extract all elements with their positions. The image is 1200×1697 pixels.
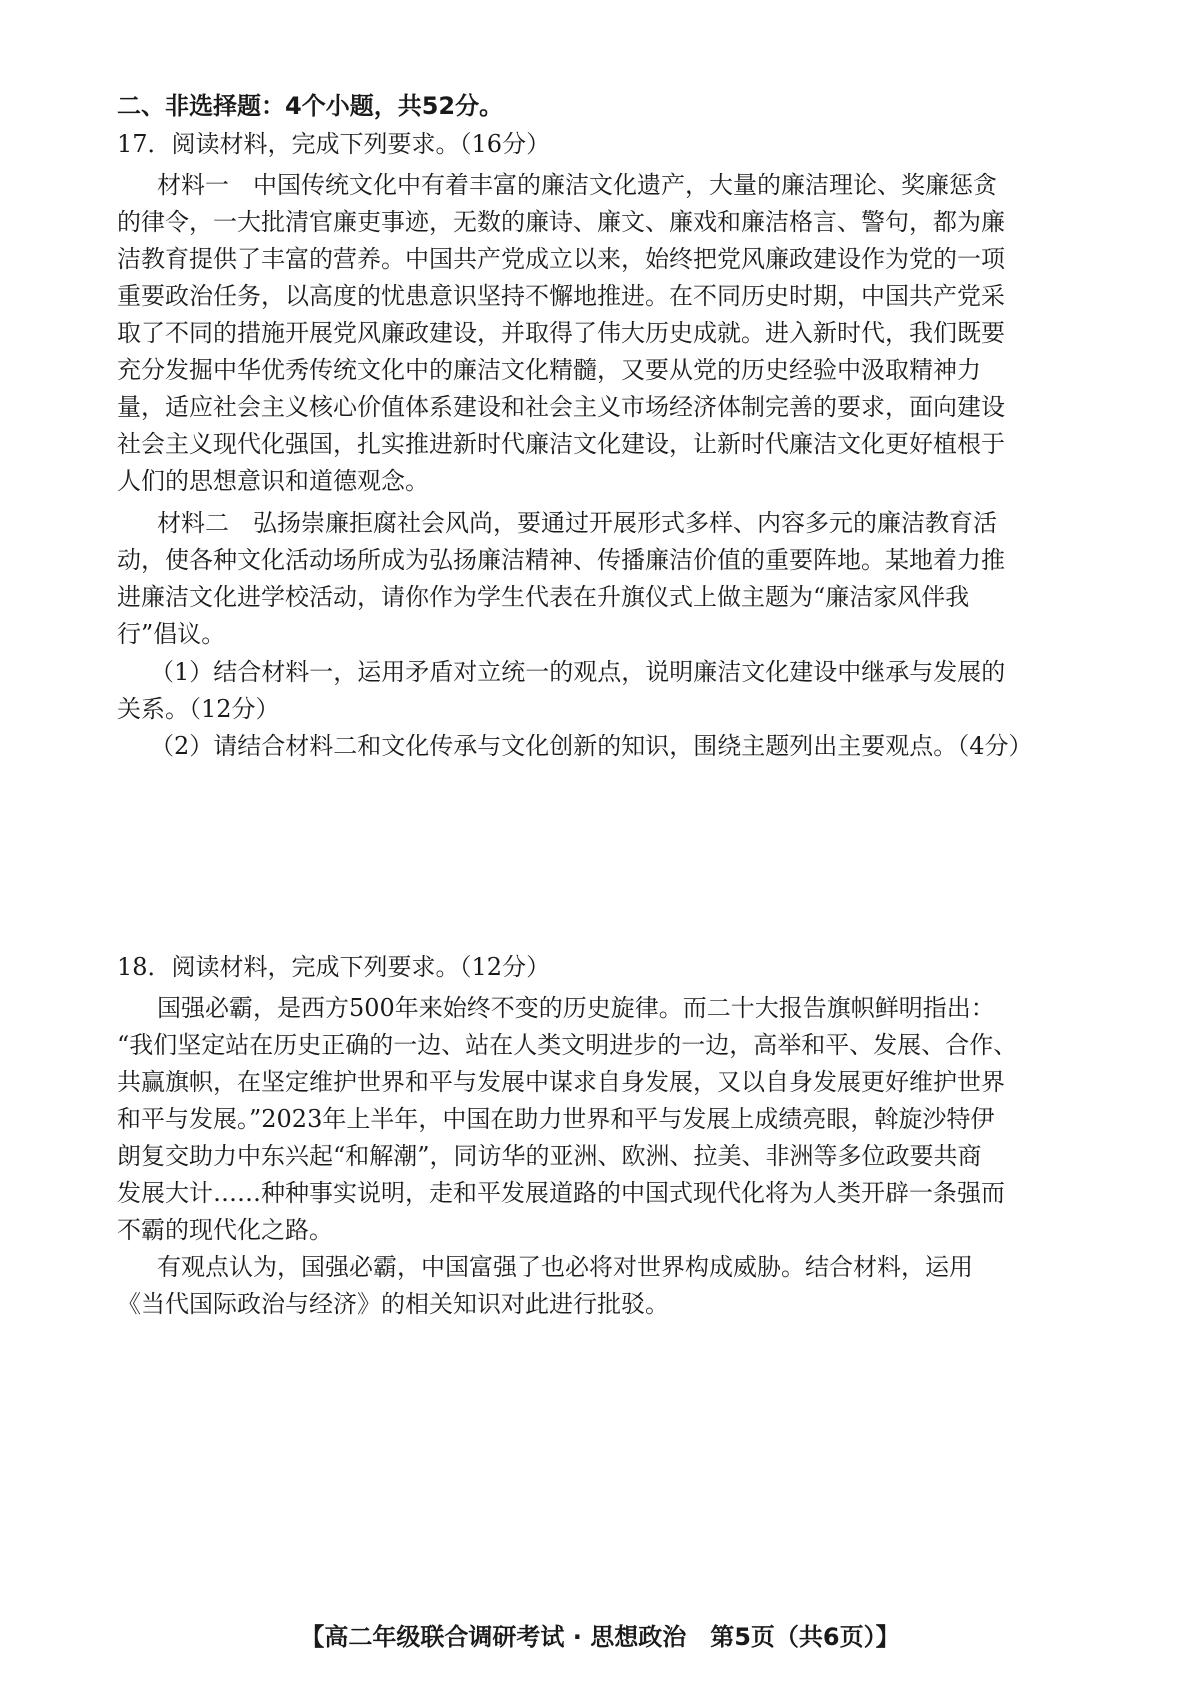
q17-material1-line-9: 人们的思想意识和道德观念。	[117, 467, 429, 495]
page-footer: 【高二年级联合调研考试 · 思想政治 第5页（共6页）】	[300, 1623, 900, 1651]
q17-material2-line-1: 材料二 弘扬崇廉拒腐社会风尚，要通过开展形式多样、内容多元的廉洁教育活	[157, 509, 997, 537]
q17-material2-line-2: 动，使各种文化活动场所成为弘扬廉洁精神、传播廉洁价值的重要阵地。某地着力推	[117, 546, 1005, 574]
q17-material1-line-6: 充分发掘中华优秀传统文化中的廉洁文化精髓，又要从党的历史经验中汲取精神力	[117, 356, 981, 384]
q18-material-line-5: 朗复交助力中东兴起“和解潮”，同访华的亚洲、欧洲、拉美、非洲等多位政要共商	[117, 1142, 982, 1170]
q17-sub2: （2）请结合材料二和文化传承与文化创新的知识，围绕主题列出主要观点。（4分）	[150, 732, 1033, 760]
q17-material1-line-4: 重要政治任务，以高度的忧患意识坚持不懈地推进。在不同历史时期，中国共产党采	[117, 282, 1005, 310]
q17-material2-line-3: 进廉洁文化进学校活动，请你作为学生代表在升旗仪式上做主题为“廉洁家风伴我	[117, 583, 970, 611]
q18-material-line-6: 发展大计……种种事实说明，走和平发展道路的中国式现代化将为人类开辟一条强而	[117, 1179, 1005, 1207]
q17-material1-line-7: 量，适应社会主义核心价值体系建设和社会主义市场经济体制完善的要求，面向建设	[117, 393, 1005, 421]
q18-material-line-7: 不霸的现代化之路。	[117, 1216, 333, 1244]
section-heading: 二、非选择题：4个小题，共52分。	[117, 92, 504, 120]
q18-material-line-2: “我们坚定站在历史正确的一边、站在人类文明进步的一边，高举和平、发展、合作、	[117, 1031, 1018, 1059]
q17-material1-line-5: 取了不同的措施开展党风廉政建设，并取得了伟大历史成就。进入新时代，我们既要	[117, 319, 1005, 347]
q18-question-line-1: 有观点认为，国强必霸，中国富强了也必将对世界构成威胁。结合材料，运用	[157, 1253, 973, 1281]
q18-material-line-1: 国强必霸，是西方500年来始终不变的历史旋律。而二十大报告旗帜鲜明指出：	[157, 994, 995, 1022]
q18-question-line-2: 《当代国际政治与经济》的相关知识对此进行批驳。	[117, 1290, 669, 1318]
q18-material-line-3: 共赢旗帜，在坚定维护世界和平与发展中谋求自身发展，又以自身发展更好维护世界	[117, 1068, 1005, 1096]
q17-material1-line-8: 社会主义现代化强国，扎实推进新时代廉洁文化建设，让新时代廉洁文化更好植根于	[117, 430, 1005, 458]
q17-stem: 17．阅读材料，完成下列要求。（16分）	[117, 130, 551, 158]
q17-material1-line-1: 材料一 中国传统文化中有着丰富的廉洁文化遗产，大量的廉洁理论、奖廉惩贪	[157, 171, 997, 199]
q17-material1-line-2: 的律令，一大批清官廉吏事迹，无数的廉诗、廉文、廉戏和廉洁格言、警句，都为廉	[117, 208, 1005, 236]
q17-sub1-line-1: （1）结合材料一，运用矛盾对立统一的观点，说明廉洁文化建设中继承与发展的	[150, 658, 1006, 686]
q17-sub1-line-2: 关系。（12分）	[117, 695, 280, 723]
q17-material1-line-3: 洁教育提供了丰富的营养。中国共产党成立以来，始终把党风廉政建设作为党的一项	[117, 245, 1005, 273]
q17-material2-line-4: 行”倡议。	[117, 620, 226, 648]
q18-stem: 18．阅读材料，完成下列要求。（12分）	[117, 953, 551, 981]
q18-material-line-4: 和平与发展。”2023年上半年，中国在助力世界和平与发展上成绩亮眼，斡旋沙特伊	[117, 1105, 995, 1133]
